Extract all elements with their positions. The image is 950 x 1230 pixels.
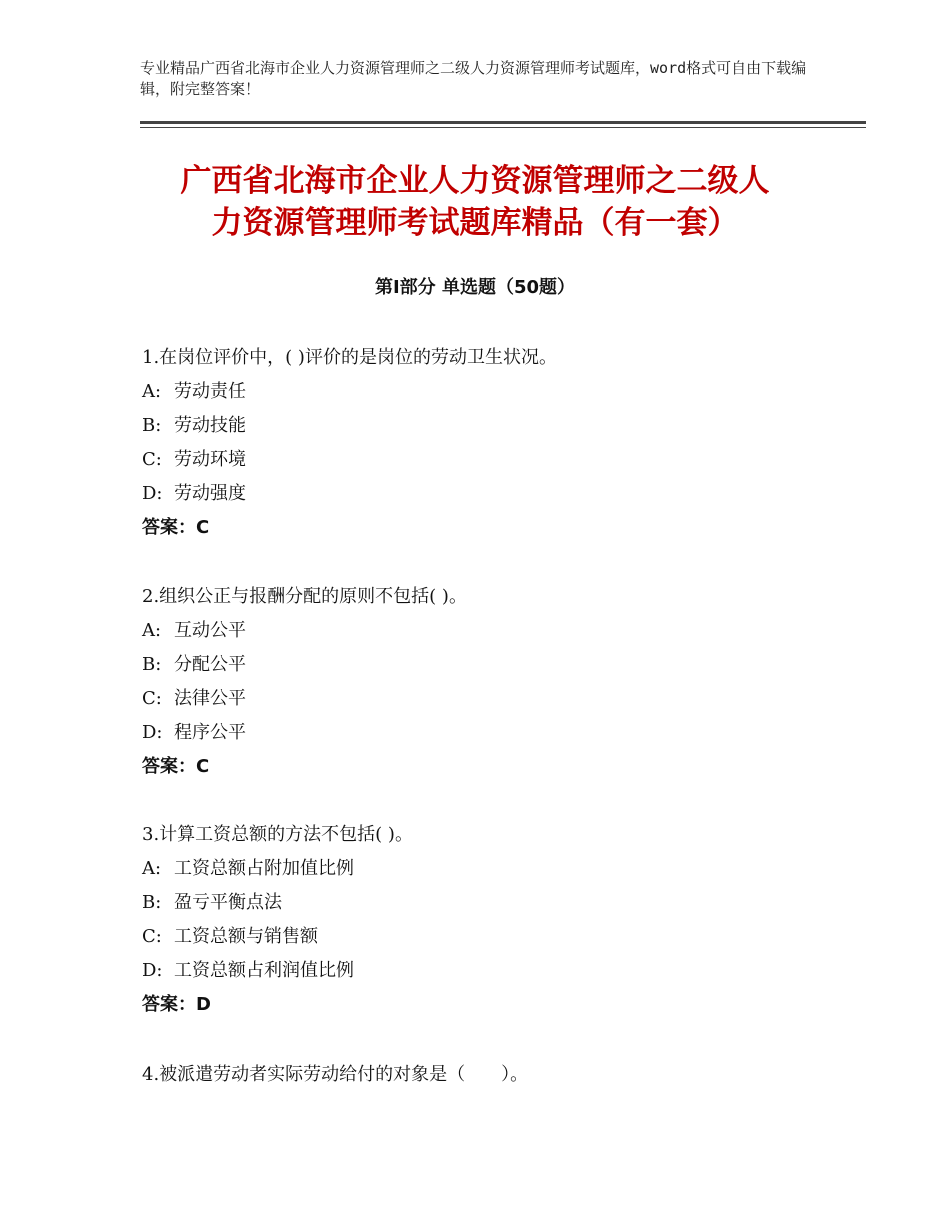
option-d xyxy=(142,477,862,511)
option-text: 互动公平 xyxy=(174,620,246,641)
option-c xyxy=(142,682,862,716)
question-stem: 2.组织公正与报酬分配的原则不包括( )。 xyxy=(142,586,467,607)
option-label: A: xyxy=(142,381,162,402)
header-divider-thin xyxy=(140,127,866,128)
option-text: 工资总额占利润值比例 xyxy=(174,960,354,981)
option-text: 劳动技能 xyxy=(174,415,246,436)
answer-prefix: 答案： xyxy=(142,517,196,538)
section-title: 第Ⅰ部分 单选题（50题） xyxy=(374,277,575,298)
answer xyxy=(142,988,862,1022)
document-title xyxy=(100,160,850,244)
option-a xyxy=(142,375,862,409)
option-label: A: xyxy=(142,858,162,879)
option-a xyxy=(142,614,862,648)
option-label: D: xyxy=(142,960,163,981)
question-stem: 4.被派遣劳动者实际劳动给付的对象是（ ）。 xyxy=(142,1064,529,1085)
option-text: 法律公平 xyxy=(174,688,246,709)
question-stem: 3.计算工资总额的方法不包括( )。 xyxy=(142,824,413,845)
question-stem: 1.在岗位评价中，( )评价的是岗位的劳动卫生状况。 xyxy=(142,347,557,368)
option-label: B: xyxy=(142,654,162,675)
option-text: 工资总额占附加值比例 xyxy=(174,858,354,879)
header-divider-thick xyxy=(140,121,866,124)
option-text: 盈亏平衡点法 xyxy=(174,892,282,913)
option-c xyxy=(142,920,862,954)
option-text: 劳动环境 xyxy=(174,449,246,470)
question-3 xyxy=(142,818,862,1022)
option-text: 工资总额与销售额 xyxy=(174,926,318,947)
option-b xyxy=(142,648,862,682)
answer xyxy=(142,750,862,784)
option-label: B: xyxy=(142,892,162,913)
question-2 xyxy=(142,580,862,784)
answer-value: C xyxy=(196,756,210,777)
option-b xyxy=(142,886,862,920)
option-b xyxy=(142,409,862,443)
option-label: D: xyxy=(142,483,163,504)
answer-value: C xyxy=(196,517,210,538)
answer xyxy=(142,511,862,545)
option-label: C: xyxy=(142,926,162,947)
answer-prefix: 答案： xyxy=(142,756,196,777)
question-1 xyxy=(142,341,862,545)
question-4 xyxy=(142,1058,862,1092)
answer-prefix: 答案： xyxy=(142,994,196,1015)
option-label: D: xyxy=(142,722,163,743)
option-label: C: xyxy=(142,688,162,709)
answer-value: D xyxy=(196,994,211,1015)
option-a xyxy=(142,852,862,886)
document-title-line1: 广西省北海市企业人力资源管理师之二级人 xyxy=(180,163,770,199)
option-label: C: xyxy=(142,449,162,470)
option-label: B: xyxy=(142,415,162,436)
option-text: 劳动强度 xyxy=(174,483,246,504)
header-note: 专业精品广西省北海市企业人力资源管理师之二级人力资源管理师考试题库，word格式可自由下载编辑，附完整答案！ xyxy=(140,59,807,98)
option-d xyxy=(142,716,862,750)
document-title-line2: 力资源管理师考试题库精品（有一套） xyxy=(211,205,739,241)
option-text: 劳动责任 xyxy=(174,381,246,402)
option-c xyxy=(142,443,862,477)
option-d xyxy=(142,954,862,988)
option-text: 分配公平 xyxy=(174,654,246,675)
option-label: A: xyxy=(142,620,162,641)
option-text: 程序公平 xyxy=(174,722,246,743)
